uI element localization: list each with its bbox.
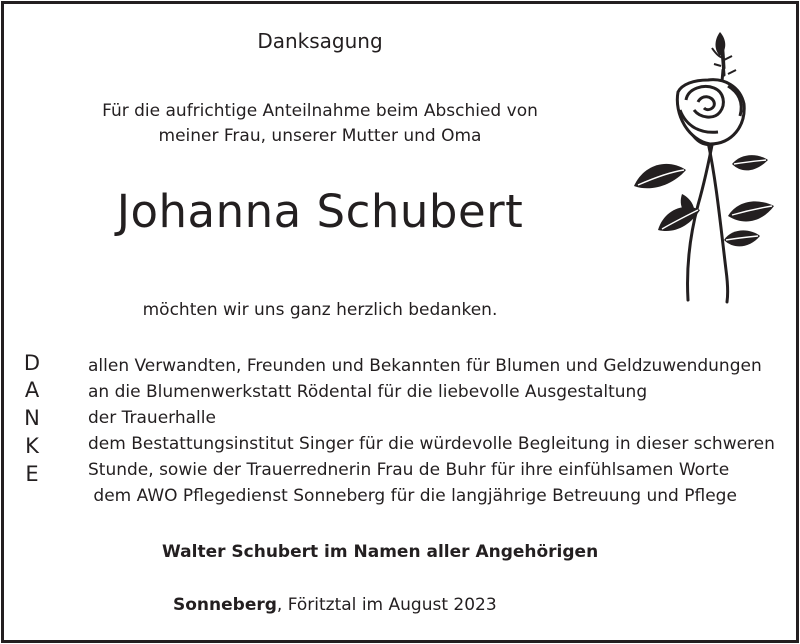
acknowledgement-line: allen Verwandten, Freunden und Bekannten für Blumen und Geldzuwendungen bbox=[88, 356, 762, 376]
acknowledgement-line: der Trauerhalle bbox=[88, 408, 216, 428]
danke-letter: E bbox=[25, 462, 39, 486]
intro-line-1: Für die aufrichtige Anteilnahme beim Abschied von bbox=[102, 101, 538, 121]
acknowledgement-line: an die Blumenwerkstatt Rödental für die liebevolle Ausgestaltung bbox=[88, 382, 648, 402]
intro-line-2: meiner Frau, unserer Mutter und Oma bbox=[158, 126, 482, 146]
acknowledgement-line: Stunde, sowie der Trauerrednerin Frau de Buhr für ihre einfühlsamen Worte bbox=[88, 460, 730, 480]
danke-letter: A bbox=[24, 378, 40, 402]
acknowledgement-line: dem AWO Pflegedienst Sonneberg für die langjährige Betreuung und Pflege bbox=[88, 486, 737, 506]
danke-letter: N bbox=[24, 406, 40, 430]
acknowledgement-line: dem Bestattungsinstitut Singer für die würdevolle Begleitung in dieser schweren bbox=[88, 434, 775, 454]
danke-letter: K bbox=[25, 434, 39, 458]
deceased-name: Johanna Schubert bbox=[116, 185, 524, 238]
notice-heading: Danksagung bbox=[257, 29, 383, 53]
rose-illustration bbox=[628, 30, 778, 306]
place-name: Sonneberg bbox=[173, 595, 277, 615]
signature: Walter Schubert im Namen aller Angehörigen bbox=[162, 542, 599, 562]
place-date bbox=[173, 597, 497, 614]
danke-letter: D bbox=[23, 351, 41, 375]
place-date-rest: , Föritztal im August 2023 bbox=[276, 595, 497, 615]
thanks-line: möchten wir uns ganz herzlich bedanken. bbox=[142, 300, 498, 320]
